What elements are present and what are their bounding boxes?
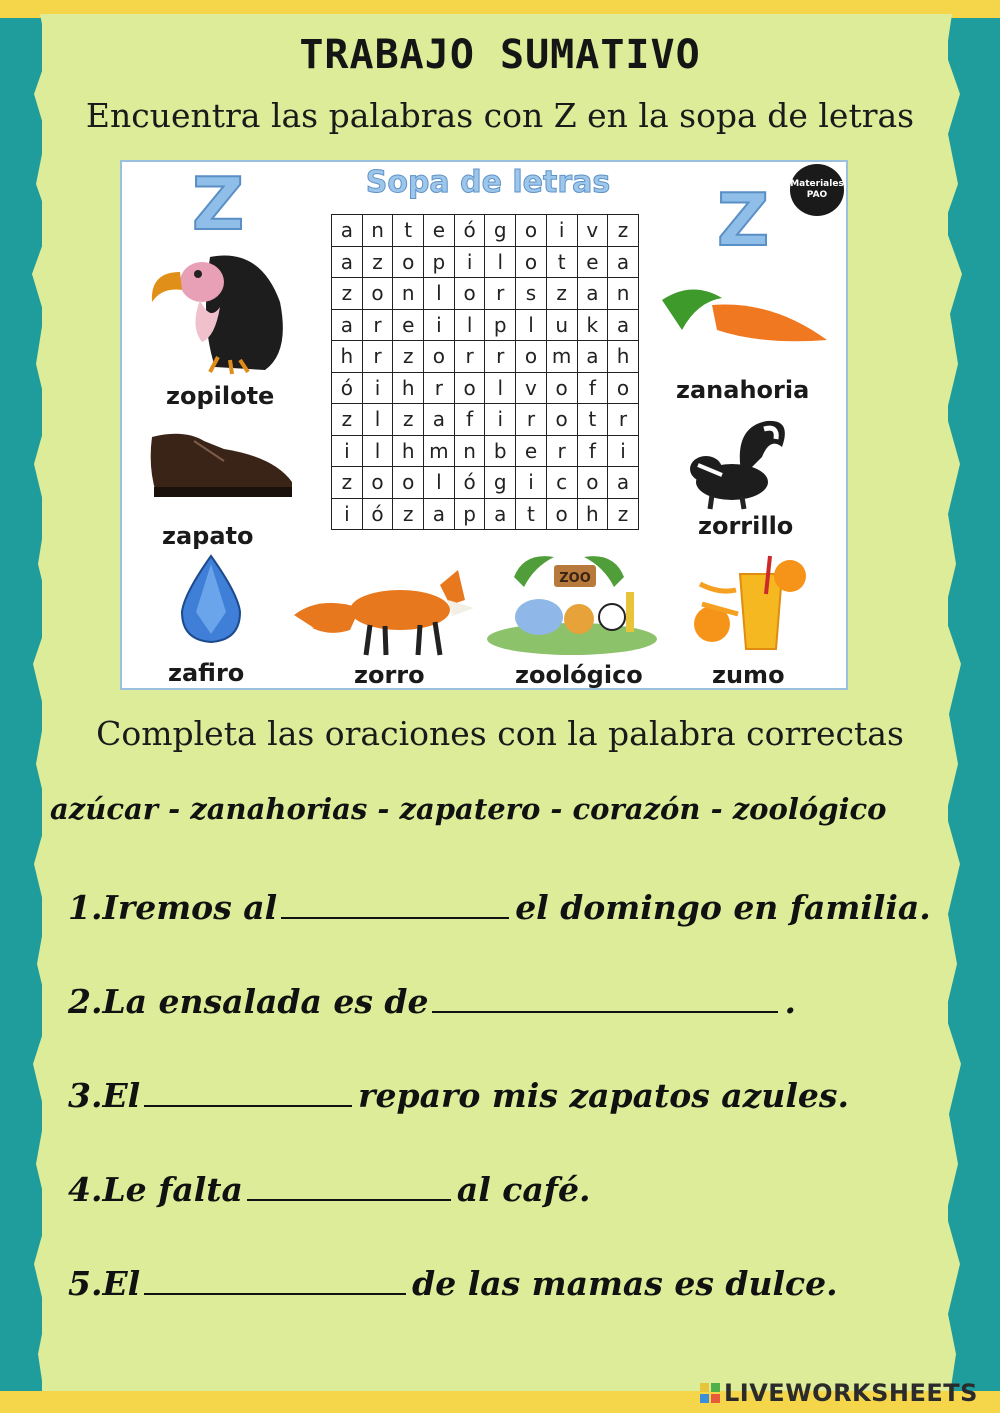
grid-cell[interactable]: h [608, 341, 639, 373]
grid-cell[interactable]: l [454, 309, 485, 341]
sentence-2 [68, 982, 796, 1021]
grid-cell[interactable]: i [454, 246, 485, 278]
grid-cell[interactable]: o [393, 246, 424, 278]
grid-cell[interactable]: g [485, 467, 516, 499]
grid-cell[interactable]: o [454, 278, 485, 310]
grid-cell[interactable]: t [546, 246, 577, 278]
grid-row [332, 215, 639, 247]
grid-cell[interactable]: r [608, 404, 639, 436]
sentence-1-start: 1.Iremos al [68, 888, 278, 927]
grid-cell[interactable]: i [332, 498, 363, 530]
grid-row [332, 404, 639, 436]
label-zorro: zorro [354, 661, 425, 689]
grid-cell[interactable]: a [332, 309, 363, 341]
sentence-1 [68, 888, 931, 927]
grid-cell[interactable]: z [546, 278, 577, 310]
grid-cell[interactable]: a [485, 498, 516, 530]
grid-cell[interactable]: f [454, 404, 485, 436]
grid-cell[interactable]: a [332, 246, 363, 278]
liveworksheets-logo [700, 1378, 978, 1408]
sentence-4-end: al café. [456, 1170, 591, 1209]
grid-row [332, 467, 639, 499]
grid-cell[interactable]: p [424, 246, 455, 278]
label-zapato: zapato [162, 522, 254, 550]
grid-cell[interactable]: ó [362, 498, 393, 530]
grid-cell[interactable]: n [454, 435, 485, 467]
grid-cell[interactable]: m [424, 435, 455, 467]
zoo-sign-text: ZOO [559, 571, 591, 586]
grid-cell[interactable]: i [516, 467, 547, 499]
grid-cell[interactable]: a [332, 215, 363, 247]
grid-cell[interactable]: h [393, 372, 424, 404]
grid-cell[interactable]: k [577, 309, 608, 341]
grid-cell[interactable]: z [332, 278, 363, 310]
zoo-animals-icon [484, 547, 659, 657]
grid-cell[interactable]: ó [332, 372, 363, 404]
grid-cell[interactable]: m [546, 341, 577, 373]
grid-cell[interactable]: o [362, 278, 393, 310]
grid-cell[interactable]: n [393, 278, 424, 310]
grid-cell[interactable]: t [516, 498, 547, 530]
grid-cell[interactable]: l [362, 404, 393, 436]
grid-cell[interactable]: e [577, 246, 608, 278]
grid-row [332, 498, 639, 530]
grid-row [332, 341, 639, 373]
grid-cell[interactable]: a [608, 467, 639, 499]
big-letter-right: Z [717, 178, 770, 262]
instruction-complete-sentences: Completa las oraciones con la palabra correctas [96, 714, 904, 753]
sentence-2-end: . [784, 982, 796, 1021]
grid-cell[interactable]: z [332, 467, 363, 499]
right-torn-edge [938, 14, 964, 1394]
vulture-icon [140, 242, 290, 377]
grid-cell[interactable]: z [332, 404, 363, 436]
sapphire-icon [176, 554, 246, 644]
grid-cell[interactable]: g [485, 215, 516, 247]
sentence-3-blank[interactable] [144, 1079, 352, 1107]
grid-cell[interactable]: r [362, 341, 393, 373]
grid-cell[interactable]: l [362, 435, 393, 467]
grid-cell[interactable]: s [516, 278, 547, 310]
label-zafiro: zafiro [168, 659, 245, 687]
grid-cell[interactable]: v [577, 215, 608, 247]
sentence-3 [68, 1076, 849, 1115]
grid-cell[interactable]: i [608, 435, 639, 467]
sentence-3-end: reparo mis zapatos azules. [358, 1076, 849, 1115]
grid-cell[interactable]: a [424, 498, 455, 530]
grid-cell[interactable]: ó [454, 215, 485, 247]
word-bank: azúcar - zanahorias - zapatero - corazón - zoológico [50, 792, 887, 826]
grid-cell[interactable]: r [546, 435, 577, 467]
grid-cell[interactable]: o [577, 467, 608, 499]
sentence-1-blank[interactable] [281, 891, 509, 919]
brand-badge [790, 164, 844, 216]
grid-cell[interactable]: i [332, 435, 363, 467]
big-letter-left: Z [192, 162, 245, 246]
grid-cell[interactable]: r [485, 278, 516, 310]
grid-cell[interactable]: o [516, 215, 547, 247]
grid-cell[interactable]: i [424, 309, 455, 341]
grid-cell[interactable]: l [424, 467, 455, 499]
logo-icon [700, 1383, 720, 1403]
grid-cell[interactable]: z [393, 498, 424, 530]
badge-line2: PAO [806, 190, 828, 200]
grid-cell[interactable]: r [362, 309, 393, 341]
sentence-4-blank[interactable] [247, 1173, 451, 1201]
grid-cell[interactable]: h [577, 498, 608, 530]
grid-cell[interactable]: a [608, 309, 639, 341]
sentence-5 [68, 1264, 838, 1303]
grid-cell[interactable]: r [485, 341, 516, 373]
letter-grid [331, 214, 639, 530]
sentence-2-blank[interactable] [432, 985, 778, 1013]
grid-cell[interactable]: ó [454, 467, 485, 499]
grid-cell[interactable]: i [362, 372, 393, 404]
grid-cell[interactable]: o [424, 341, 455, 373]
puzzle-heading: Sopa de letras [365, 165, 611, 200]
grid-cell[interactable]: a [577, 341, 608, 373]
carrot-icon [652, 280, 832, 360]
fox-icon [290, 560, 480, 660]
grid-cell[interactable]: o [454, 372, 485, 404]
grid-cell[interactable]: r [454, 341, 485, 373]
grid-cell[interactable]: i [485, 404, 516, 436]
grid-cell[interactable]: o [546, 372, 577, 404]
grid-cell[interactable]: a [608, 246, 639, 278]
grid-cell[interactable]: a [577, 278, 608, 310]
grid-cell[interactable]: n [362, 215, 393, 247]
grid-cell[interactable]: o [546, 404, 577, 436]
grid-cell[interactable]: h [393, 435, 424, 467]
grid-cell[interactable]: z [362, 246, 393, 278]
grid-cell[interactable]: v [516, 372, 547, 404]
instruction-word-search: Encuentra las palabras con Z en la sopa de letras [85, 96, 915, 135]
label-zanahoria: zanahoria [676, 376, 810, 404]
grid-row [332, 372, 639, 404]
left-torn-edge [30, 14, 56, 1394]
grid-cell[interactable]: o [516, 246, 547, 278]
grid-cell[interactable]: i [546, 215, 577, 247]
grid-row [332, 246, 639, 278]
grid-cell[interactable]: r [516, 404, 547, 436]
sentence-5-blank[interactable] [144, 1267, 406, 1295]
grid-cell[interactable]: o [608, 372, 639, 404]
grid-cell[interactable]: f [577, 372, 608, 404]
grid-row [332, 309, 639, 341]
grid-cell[interactable]: b [485, 435, 516, 467]
sentence-2-start: 2.La ensalada es de [68, 982, 429, 1021]
label-zumo: zumo [712, 661, 785, 689]
grid-cell[interactable]: e [516, 435, 547, 467]
grid-cell[interactable]: l [424, 278, 455, 310]
label-zopilote: zopilote [166, 382, 275, 410]
grid-cell[interactable]: z [393, 341, 424, 373]
grid-cell[interactable]: c [546, 467, 577, 499]
grid-cell[interactable]: o [362, 467, 393, 499]
grid-cell[interactable]: h [332, 341, 363, 373]
grid-cell[interactable]: e [393, 309, 424, 341]
grid-cell[interactable]: z [393, 404, 424, 436]
sentence-1-end: el domingo en familia. [515, 888, 931, 927]
grid-cell[interactable]: o [546, 498, 577, 530]
grid-cell[interactable]: u [546, 309, 577, 341]
grid-cell[interactable]: t [577, 404, 608, 436]
page-title: TRABAJO SUMATIVO [299, 32, 701, 78]
word-search-panel [120, 160, 848, 690]
skunk-icon [682, 417, 802, 512]
grid-cell[interactable]: z [608, 215, 639, 247]
sentence-4-start: 4.Le falta [68, 1170, 243, 1209]
grid-cell[interactable]: p [485, 309, 516, 341]
sentence-5-start: 5.El [68, 1264, 141, 1303]
grid-cell[interactable]: l [516, 309, 547, 341]
grid-cell[interactable]: z [608, 498, 639, 530]
grid-row [332, 278, 639, 310]
sentence-3-start: 3.El [68, 1076, 141, 1115]
badge-line1: Materiales [790, 179, 844, 189]
shoe-icon [144, 427, 294, 502]
grid-cell[interactable]: l [485, 372, 516, 404]
grid-cell[interactable]: l [485, 246, 516, 278]
grid-cell[interactable]: r [424, 372, 455, 404]
grid-cell[interactable]: f [577, 435, 608, 467]
grid-cell[interactable]: e [424, 215, 455, 247]
grid-cell[interactable]: p [454, 498, 485, 530]
logo-text: LIVEWORKSHEETS [724, 1379, 978, 1407]
label-zoologico: zoológico [515, 661, 643, 689]
sentence-5-end: de las mamas es dulce. [412, 1264, 838, 1303]
grid-cell[interactable]: o [393, 467, 424, 499]
grid-cell[interactable]: t [393, 215, 424, 247]
label-zorrillo: zorrillo [698, 512, 794, 540]
sentence-4 [68, 1170, 590, 1209]
grid-cell[interactable]: a [424, 404, 455, 436]
grid-row [332, 435, 639, 467]
orange-juice-icon [690, 554, 820, 652]
grid-cell[interactable]: o [516, 341, 547, 373]
grid-cell[interactable]: n [608, 278, 639, 310]
